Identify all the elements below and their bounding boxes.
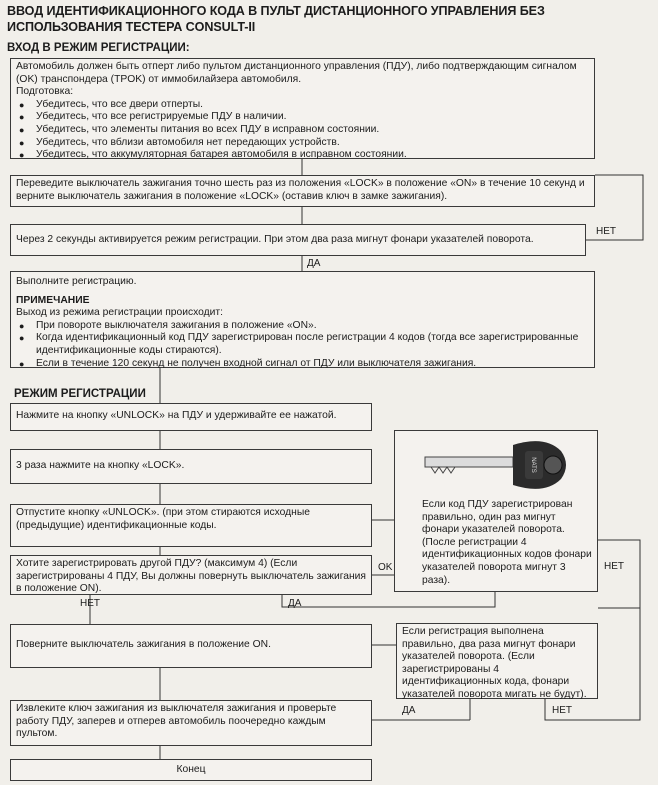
label-yes: ДА — [307, 258, 321, 269]
key-brand-label: NATS — [530, 457, 536, 473]
perform-registration-text: Выполните регистрацию. — [16, 276, 137, 287]
key-registered-text: Если код ПДУ зарегистрирован правильно, один раз мигнут фонари указателей поворота. (После регистрации 4 идентификационных кодов фонари указателей поворота мигнут 3 раза). — [422, 499, 592, 586]
preparation-label: Подготовка: — [16, 86, 74, 98]
preparation-intro: Автомобиль должен быть отперт либо пультом дистанционного управления (ПДУ), либо подтверждающим сигналом (OK) транспондера (TPOK) от иммобилайзера автомобиля. — [16, 61, 577, 85]
document-title: ВВОД ИДЕНТИФИКАЦИОННОГО КОДА В ПУЛЬТ ДИСТАНЦИОННОГО УПРАВЛЕНИЯ БЕЗ ИСПОЛЬЗОВАНИЯ ТЕСТЕРА CONSULT-II — [7, 4, 545, 34]
label-no: НЕТ — [596, 226, 616, 237]
list-item: ● Если в течение 120 секунд не получен входной сигнал от ПДУ или выключателя зажигания. — [36, 358, 589, 371]
press-lock-box: 3 раза нажмите на кнопку «LOCK». — [10, 449, 372, 484]
label-yes: ДА — [288, 598, 302, 609]
press-unlock-box: Нажмите на кнопку «UNLOCK» на ПДУ и удерживайте ее нажатой. — [10, 403, 372, 431]
registration-success-box: Если регистрация выполнена правильно, два раза мигнут фонари указателей поворота. (Если зарегистрированы 4 идентификационных кода, фонари указателей поворота мигать не будут). — [396, 623, 598, 699]
list-item: ● Убедитесь, что элементы питания во всех ПДУ в исправном состоянии. — [36, 124, 589, 137]
release-unlock-box: Отпустите кнопку «UNLOCK». (при этом стираются исходные (предыдущие) идентификационные коды. — [10, 504, 372, 547]
ignition-six-times-box: Переведите выключатель зажигания точно шесть раз из положения «LOCK» в положение «ON» в течение 10 секунд и верните выключатель зажигания в положение «LOCK» (оставив ключ в замке зажигания). — [10, 175, 595, 207]
ignition-on-box: Поверните выключатель зажигания в положение ON. — [10, 624, 372, 668]
label-no: НЕТ — [604, 561, 624, 572]
label-yes: ДА — [402, 705, 416, 716]
note-text: Выход из режима регистрации происходит: — [16, 307, 223, 319]
label-ok: OK — [378, 562, 393, 573]
label-no: НЕТ — [552, 705, 572, 716]
registration-mode-activated-box: Через 2 секунды активируется режим регистрации. При этом два раза мигнут фонари указателей поворота. — [10, 224, 586, 256]
label-no: НЕТ — [80, 598, 100, 609]
section-heading-mode: РЕЖИМ РЕГИСТРАЦИИ — [14, 388, 146, 400]
list-item: ● Убедитесь, что вблизи автомобиля нет передающих устройств. — [36, 137, 589, 150]
list-item: ● При повороте выключателя зажигания в положение «ON». — [36, 320, 589, 333]
end-box: Конец — [10, 759, 372, 781]
register-another-question-box: Хотите зарегистрировать другой ПДУ? (максимум 4) (Если зарегистрированы 4 ПДУ, Вы должны повернуть выключатель зажигания в положение ON). — [10, 555, 372, 595]
list-item: ● Убедитесь, что все регистрируемые ПДУ в наличии. — [36, 111, 589, 124]
note-title: ПРИМЕЧАНИЕ — [16, 294, 90, 306]
list-item: ● Когда идентификационный код ПДУ зарегистрирован после регистрации 4 кодов (тогда все зарегистрированные идентификационные коды стираются). — [36, 332, 589, 357]
remove-key-check-box: Извлеките ключ зажигания из выключателя зажигания и проверьте работу ПДУ, заперев и отперев автомобиль поочередно каждым пультом. — [10, 700, 372, 746]
list-item: ● Убедитесь, что все двери отперты. — [36, 99, 589, 112]
section-heading-entry: ВХОД В РЕЖИМ РЕГИСТРАЦИИ: — [7, 42, 190, 54]
list-item: ● Убедитесь, что аккумуляторная батарея автомобиля в исправном состоянии. — [36, 149, 589, 162]
